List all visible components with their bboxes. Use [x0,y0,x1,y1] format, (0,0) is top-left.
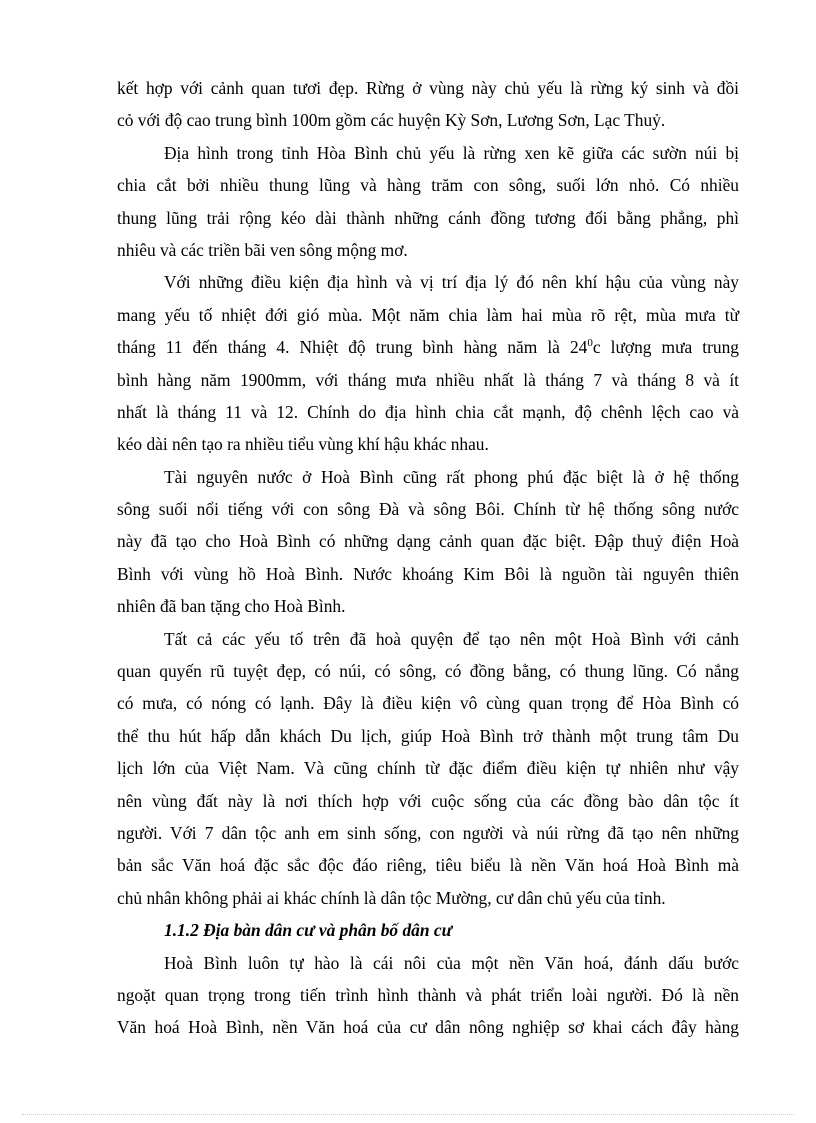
page-bottom-rule [22,1114,794,1115]
body-text-line: nên vùng đất này là nơi thích hợp với cuộc sống của các đồng bào dân tộc ít [117,790,739,811]
body-text-line: thể thu hút hấp dẫn khách Du lịch, giúp Hoà Bình trở thành một trung tâm Du [117,725,739,746]
degree-superscript: 0 [587,337,593,350]
temperature-text: tháng 11 đến tháng 4. Nhiệt độ trung bình hàng năm là 24 [117,337,588,358]
body-text-line: này đã tạo cho Hoà Bình có những dạng cảnh quan đặc biệt. Đập thuỷ điện Hoà [117,531,739,552]
section-heading: 1.1.2 Địa bàn dân cư và phân bố dân cư [164,920,452,941]
body-text-line: kéo dài nên tạo ra nhiều tiểu vùng khí hậu khác nhau. [117,434,489,455]
body-text-line: cỏ với độ cao trung bình 100m gồm các huyện Kỳ Sơn, Lương Sơn, Lạc Thuỷ. [117,110,666,131]
temperature-text-after: c lượng mưa trung [592,337,739,358]
paragraph-first-line: Tài nguyên nước ở Hoà Bình cũng rất phong phú đặc biệt là ở hệ thống [164,466,739,487]
body-text-line: nhất là tháng 11 và 12. Chính do địa hình chia cắt mạnh, độ chênh lệch cao và [117,401,739,422]
body-text-line: chủ nhân không phải ai khác chính là dân tộc Mường, cư dân chủ yếu của tỉnh. [117,887,666,908]
body-text-line: Bình với vùng hồ Hoà Bình. Nước khoáng Kim Bôi là nguồn tài nguyên thiên [117,563,739,584]
body-text-line: quan quyến rũ tuyệt đẹp, có núi, có sông, có đồng bằng, có thung lũng. Có nắng [117,661,739,682]
body-text-line: sông suối nổi tiếng với con sông Đà và sông Bôi. Chính từ hệ thống sông nước [117,499,739,520]
body-text-line: bản sắc Văn hoá đặc sắc độc đáo riêng, tiêu biểu là nền Văn hoá Hoà Bình mà [117,855,739,876]
paragraph-first-line: Hoà Bình luôn tự hào là cái nôi của một nền Văn hoá, đánh dấu bước [164,952,739,973]
body-text-line: nhiêu và các triền bãi ven sông mộng mơ. [117,239,408,260]
body-text-line: lịch lớn của Việt Nam. Và cũng chính từ đặc điểm điều kiện tự nhiên như vậy [117,758,739,779]
body-text-line: có mưa, có nóng có lạnh. Đây là điều kiện vô cùng quan trọng để Hòa Bình có [117,693,739,714]
body-text-line: người. Với 7 dân tộc anh em sinh sống, con người và núi rừng đã tạo nên những [117,822,739,843]
body-text-line: kết hợp với cảnh quan tươi đẹp. Rừng ở vùng này chủ yếu là rừng ký sinh và đồi [117,78,739,98]
paragraph-first-line: Địa hình trong tỉnh Hòa Bình chủ yếu là rừng xen kẽ giữa các sườn núi bị [164,142,739,163]
body-text-line-temperature [117,331,739,363]
body-text-line: thung lũng trải rộng kéo dài thành những cánh đồng tương đối bằng phẳng, phì [117,207,739,228]
body-text-line: ngoặt quan trọng trong tiến trình hình thành và phát triển loài người. Đó là nền [117,984,739,1005]
body-text-line: nhiên đã ban tặng cho Hoà Bình. [117,596,346,617]
document-page [117,72,739,1044]
body-text-line: Văn hoá Hoà Bình, nền Văn hoá của cư dân nông nghiệp sơ khai cách đây hàng [117,1017,739,1038]
body-text-line: bình hàng năm 1900mm, với tháng mưa nhiều nhất là tháng 7 và tháng 8 và ít [117,369,739,390]
paragraph-first-line: Với những điều kiện địa hình và vị trí địa lý đó nên khí hậu của vùng này [164,272,739,293]
body-text-line: chia cắt bởi nhiều thung lũng và hàng trăm con sông, suối lớn nhỏ. Có nhiều [117,175,739,196]
paragraph-first-line: Tất cả các yếu tố trên đã hoà quyện để tạo nên một Hoà Bình với cảnh [164,628,739,649]
body-text-line: mang yếu tố nhiệt đới gió mùa. Một năm chia làm hai mùa rõ rệt, mùa mưa từ [117,304,739,325]
